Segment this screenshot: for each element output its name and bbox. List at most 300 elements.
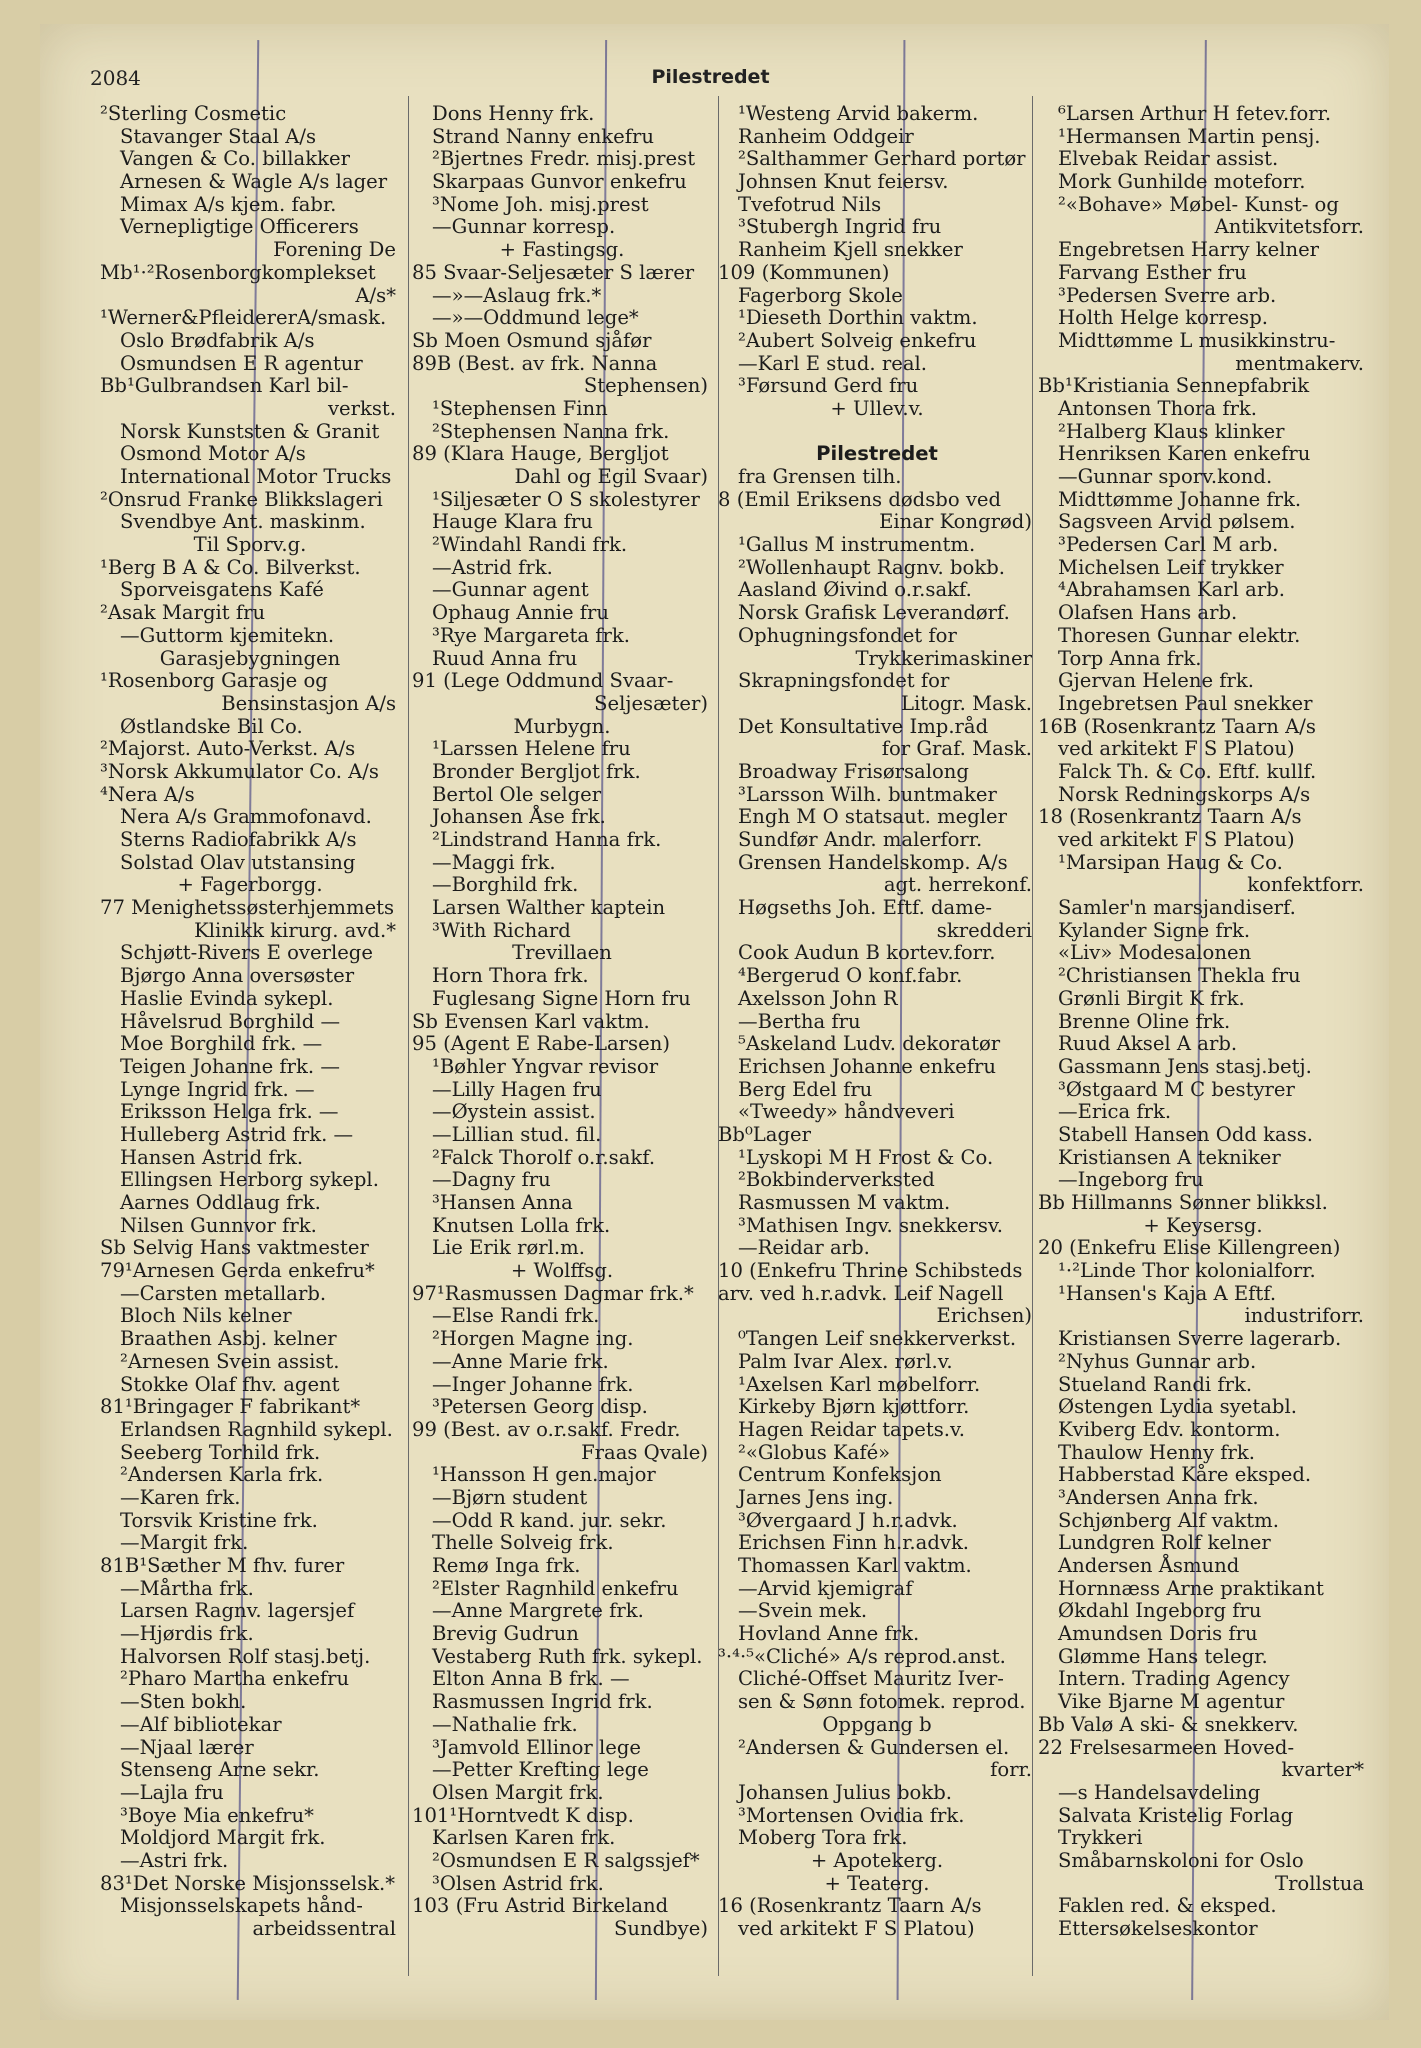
directory-entry: Trykkeri xyxy=(1058,1826,1143,1850)
directory-entry: —Svein mek. xyxy=(738,1599,868,1623)
directory-entry: —»—Aslaug frk.* xyxy=(432,283,602,307)
directory-entry: ³Øvergaard J h.r.advk. xyxy=(738,1508,958,1532)
directory-entry: Fraas Qvale) xyxy=(581,1440,708,1464)
directory-entry: ³Hansen Anna xyxy=(432,1191,573,1214)
directory-entry: ³Pedersen Sverre arb. xyxy=(1058,283,1277,307)
directory-entry: Larsen Walther kaptein xyxy=(432,896,666,920)
directory-entry: Rasmussen Ingrid frk. xyxy=(432,1690,653,1714)
directory-entry: Torp Anna frk. xyxy=(1058,646,1202,670)
directory-entry: Gjervan Helene frk. xyxy=(1058,669,1254,693)
directory-entry: ²Majorst. Auto-Verkst. A/s xyxy=(100,737,356,761)
directory-entry: ²Lindstrand Hanna frk. xyxy=(432,828,662,851)
directory-entry: Erichsen Johanne enkefru xyxy=(738,1054,996,1078)
directory-entry: ²Stephensen Nanna frk. xyxy=(432,419,670,443)
directory-entry: ¹Bøhler Yngvar revisor xyxy=(432,1054,659,1078)
directory-entry: ³Nome Joh. misj.prest xyxy=(432,192,649,216)
directory-entry: —Gunnar korresp. xyxy=(432,215,616,239)
directory-entry: ²Bjertnes Fredr. misj.prest xyxy=(432,147,696,171)
directory-entry: ²Bokbinderverksted xyxy=(738,1168,935,1192)
directory-entry: Andersen Åsmund xyxy=(1058,1554,1240,1577)
directory-entry: 97¹Rasmussen Dagmar frk.* xyxy=(412,1281,694,1305)
directory-entry: 18 (Rosenkrantz Taarn A/s xyxy=(1038,805,1302,829)
directory-entry: 89 (Klara Hauge, Bergljot xyxy=(412,442,669,466)
directory-entry: Eriksson Helga frk. — xyxy=(120,1100,339,1124)
directory-entry: forr. xyxy=(990,1758,1032,1782)
directory-entry: Braathen Asbj. kelner xyxy=(120,1327,337,1351)
directory-entry: —Karl E stud. real. xyxy=(738,351,927,375)
directory-entry: Remø Inga frk. xyxy=(432,1554,581,1577)
directory-entry: Sagsveen Arvid pølsem. xyxy=(1058,510,1296,534)
directory-entry: Stabell Hansen Odd kass. xyxy=(1058,1122,1314,1146)
directory-entry: Murbygn. xyxy=(513,714,611,738)
directory-entry xyxy=(718,421,1036,444)
directory-entry: Engh M O statsaut. megler xyxy=(738,805,1008,829)
directory-entry: Schjøtt-Rivers E overlege xyxy=(120,941,373,965)
directory-entry: A/s* xyxy=(355,283,396,307)
directory-entry: Horn Thora frk. xyxy=(432,964,589,988)
directory-entry: Hulleberg Astrid frk. — xyxy=(120,1122,354,1146)
directory-entry: —s Handelsavdeling xyxy=(1058,1780,1261,1804)
directory-entry: Lie Erik rørl.m. xyxy=(432,1236,585,1260)
directory-entry: Lundgren Rolf kelner xyxy=(1058,1531,1271,1555)
directory-entry: ²«Bohave» Møbel- Kunst- og xyxy=(1058,192,1339,216)
directory-entry: Cook Audun B kortev.forr. xyxy=(738,941,996,965)
directory-entry: 10 (Enkefru Thrine Schibsteds xyxy=(718,1259,1023,1283)
directory-entry: Torsvik Kristine frk. xyxy=(120,1508,318,1532)
directory-entry: Pilestredet xyxy=(816,442,938,466)
directory-entry: Kristiansen Sverre lagerarb. xyxy=(1058,1327,1342,1351)
directory-entry: Kylander Signe frk. xyxy=(1058,918,1251,942)
directory-entry: Salvata Kristelig Forlag xyxy=(1058,1803,1294,1827)
directory-entry: ¹Hansson H gen.major xyxy=(432,1463,656,1487)
directory-entry: Palm Ivar Alex. rørl.v. xyxy=(738,1349,953,1373)
directory-entry: Gassmann Jens stasj.betj. xyxy=(1058,1054,1312,1078)
directory-entry: Oslo Brødfabrik A/s xyxy=(120,328,315,352)
directory-entry: ⁴Abrahamsen Karl arb. xyxy=(1058,578,1285,602)
directory-entry: sen & Sønn fotomek. reprod. xyxy=(738,1690,1026,1714)
directory-entry: Glømme Hans telegr. xyxy=(1058,1644,1268,1668)
directory-entry: Aarnes Oddlaug frk. xyxy=(120,1191,321,1214)
directory-entry: Ettersøkelseskontor xyxy=(1058,1917,1258,1940)
directory-entry: Det Konsultative Imp.råd xyxy=(738,714,989,738)
directory-entry: Henriksen Karen enkefru xyxy=(1058,442,1311,466)
directory-entry: arv. ved h.r.advk. Leif Nagell xyxy=(718,1281,1004,1305)
directory-entry: ³Stubergh Ingrid fru xyxy=(738,215,942,239)
directory-entry: ³Førsund Gerd fru xyxy=(738,374,919,398)
column-4 xyxy=(1038,103,1368,1941)
column-2 xyxy=(412,103,712,1941)
directory-entry: Haslie Evinda sykepl. xyxy=(120,986,334,1010)
directory-entry: Bronder Bergljot frk. xyxy=(432,759,641,783)
directory-entry: —Bertha fru xyxy=(738,1009,861,1033)
directory-entry: Seljesæter) xyxy=(594,691,708,715)
directory-entry: Knutsen Lolla frk. xyxy=(432,1213,611,1237)
directory-entry: Sb Moen Osmund sjåfør xyxy=(412,328,652,352)
directory-entry: Sundfør Andr. malerforr. xyxy=(738,828,983,851)
directory-entry: —Lajla fru xyxy=(120,1780,224,1804)
directory-entry: —Anne Margrete frk. xyxy=(432,1599,644,1623)
directory-entry: 85 Svaar-Seljesæter S lærer xyxy=(412,260,695,284)
directory-entry: ²Christiansen Thekla fru xyxy=(1058,964,1301,988)
directory-entry: —Erica frk. xyxy=(1058,1100,1172,1124)
directory-entry: for Graf. Mask. xyxy=(881,737,1032,761)
directory-entry: Bb Valø A ski- & snekkerv. xyxy=(1038,1712,1299,1736)
directory-entry: 101¹Horntvedt K disp. xyxy=(412,1803,634,1827)
directory-entry: ²Wollenhaupt Ragnv. bokb. xyxy=(738,555,1006,579)
directory-entry: —Margit frk. xyxy=(120,1531,249,1555)
directory-entry: verkst. xyxy=(327,396,396,420)
column-3 xyxy=(718,103,1036,1941)
directory-entry: Bb¹Gulbrandsen Karl bil- xyxy=(100,374,349,398)
directory-entry: ³Pedersen Carl M arb. xyxy=(1058,533,1279,557)
directory-entry: 81¹Bringager F fabrikant* xyxy=(100,1395,361,1419)
directory-entry: —»—Oddmund lege* xyxy=(432,306,639,330)
directory-entry: ³Mortensen Ovidia frk. xyxy=(738,1803,965,1827)
directory-entry: Skrapningsfondet for xyxy=(738,669,950,693)
directory-entry: Fuglesang Signe Horn fru xyxy=(432,986,691,1010)
directory-entry: ³Boye Mia enkefru* xyxy=(120,1803,314,1827)
directory-entry: + Ullev.v. xyxy=(830,396,924,420)
directory-entry: ⁵Askeland Ludv. dekoratør xyxy=(738,1032,1001,1056)
directory-entry: Norsk Kunststen & Granit xyxy=(120,419,380,443)
directory-entry: ²Andersen Karla frk. xyxy=(120,1463,324,1487)
directory-entry: Thoresen Gunnar elektr. xyxy=(1058,623,1301,647)
directory-entry: + Teaterg. xyxy=(824,1871,930,1895)
directory-entry: ⁴Bergerud O konf.fabr. xyxy=(738,964,963,988)
page-header-title: Pilestredet xyxy=(651,66,770,88)
directory-entry: —Sten bokh. xyxy=(120,1690,247,1714)
directory-entry: ²Andersen & Gundersen el. xyxy=(738,1735,1010,1759)
directory-entry: + Fastingsg. xyxy=(499,238,625,262)
directory-entry: —Dagny fru xyxy=(432,1168,551,1192)
directory-entry: Strand Nanny enkefru xyxy=(432,124,655,148)
directory-entry: ¹Larssen Helene fru xyxy=(432,737,631,761)
directory-entry: Osmond Motor A/s xyxy=(120,442,306,466)
directory-entry: —Karen frk. xyxy=(120,1485,241,1509)
directory-entry: Erichsen) xyxy=(936,1304,1032,1328)
directory-entry: —Njaal lærer xyxy=(120,1735,254,1759)
directory-entry: ²Pharo Martha enkefru xyxy=(120,1667,350,1691)
directory-entry: Karlsen Karen frk. xyxy=(432,1826,616,1850)
directory-entry: —Nathalie frk. xyxy=(432,1712,578,1736)
directory-entry: Vernepligtige Officerers xyxy=(120,215,359,239)
directory-columns xyxy=(100,103,1410,1983)
directory-entry: «Tweedy» håndveveri xyxy=(738,1100,955,1124)
directory-entry: 81B¹Sæther M fhv. furer xyxy=(100,1554,345,1577)
directory-entry: —Gunnar agent xyxy=(432,578,589,602)
directory-entry: Hagen Reidar tapets.v. xyxy=(738,1417,966,1441)
directory-entry: —Ingeborg fru xyxy=(1058,1168,1204,1192)
directory-entry: Midttømme L musikkinstru- xyxy=(1058,328,1336,352)
directory-entry: Sb Selvig Hans vaktmester xyxy=(100,1236,369,1260)
directory-entry: ¹Rosenborg Garasje og xyxy=(100,669,328,693)
directory-entry: Seeberg Torhild frk. xyxy=(120,1440,321,1464)
directory-entry: ¹Axelsen Karl møbelforr. xyxy=(738,1372,981,1396)
directory-entry: Mimax A/s kjem. fabr. xyxy=(120,192,337,216)
directory-entry: 8 (Emil Eriksens dødsbo ved xyxy=(718,487,1002,511)
directory-entry: —Borghild frk. xyxy=(432,873,579,897)
directory-entry: Farvang Esther fru xyxy=(1058,260,1247,284)
directory-entry: Bloch Nils kelner xyxy=(120,1304,292,1328)
directory-entry: ²Onsrud Franke Blikkslageri xyxy=(100,487,383,511)
directory-entry: ³Andersen Anna frk. xyxy=(1058,1485,1259,1509)
directory-entry: Intern. Trading Agency xyxy=(1058,1667,1290,1691)
directory-entry: ³Petersen Georg disp. xyxy=(432,1395,648,1419)
directory-entry: ved arkitekt F S Platou) xyxy=(738,1917,975,1940)
directory-entry: Schjønberg Alf vaktm. xyxy=(1058,1508,1279,1532)
directory-entry: ⁰Tangen Leif snekkerverkst. xyxy=(738,1327,1017,1351)
directory-entry: Mb¹·²Rosenborgkomplekset xyxy=(100,260,376,284)
directory-entry: ³·⁴·⁵«Cliché» A/s reprod.anst. xyxy=(718,1644,1006,1668)
directory-entry: 91 (Lege Oddmund Svaar- xyxy=(412,669,674,693)
directory-entry: 16 (Rosenkrantz Taarn A/s xyxy=(718,1894,982,1918)
directory-entry: Trevillaen xyxy=(512,941,612,965)
directory-entry: —Inger Johanne frk. xyxy=(432,1372,634,1396)
directory-entry: Elvebak Reidar assist. xyxy=(1058,147,1279,171)
directory-entry: Litogr. Mask. xyxy=(900,691,1032,715)
directory-entry: —Odd R kand. jur. sekr. xyxy=(432,1508,667,1532)
directory-entry: Bb⁰Lager xyxy=(718,1122,811,1146)
directory-entry: Svendbye Ant. maskinm. xyxy=(120,510,366,534)
directory-entry: Østlandske Bil Co. xyxy=(120,714,303,738)
directory-entry: Stavanger Staal A/s xyxy=(120,124,317,148)
directory-entry: Ingebretsen Paul snekker xyxy=(1058,691,1313,715)
directory-entry: ²«Globus Kafé» xyxy=(738,1440,891,1464)
directory-entry: Hornnæss Arne praktikant xyxy=(1058,1576,1324,1600)
column-1 xyxy=(100,103,400,1941)
directory-entry: —Mårtha frk. xyxy=(120,1576,254,1600)
directory-entry: Stueland Randi frk. xyxy=(1058,1372,1253,1396)
directory-entry: Bertol Ole selger xyxy=(432,782,602,806)
directory-entry: ³Jamvold Ellinor lege xyxy=(432,1735,641,1759)
directory-entry: mentmakerv. xyxy=(1235,351,1364,375)
directory-entry: Bensinstasjon A/s xyxy=(221,691,396,715)
directory-entry: Thelle Solveig frk. xyxy=(432,1531,614,1555)
directory-entry: —Gunnar sporv.kond. xyxy=(1058,465,1273,488)
directory-entry: —Øystein assist. xyxy=(432,1100,596,1124)
directory-entry: Ruud Anna fru xyxy=(432,646,578,670)
directory-entry: Moldjord Margit frk. xyxy=(120,1826,326,1850)
directory-entry: —Else Randi frk. xyxy=(432,1304,600,1328)
directory-entry: Kristiansen A tekniker xyxy=(1058,1145,1281,1169)
directory-entry: Johnsen Knut feiersv. xyxy=(738,170,949,194)
directory-entry: Klinikk kirurg. avd.* xyxy=(194,918,396,942)
directory-entry: Høgseths Joh. Eftf. dame- xyxy=(738,896,993,920)
directory-entry: skredderi xyxy=(936,918,1032,942)
directory-entry: Hauge Klara fru xyxy=(432,510,593,534)
directory-entry: ²Asak Margit fru xyxy=(100,601,266,625)
directory-entry: Mork Gunhilde moteforr. xyxy=(1058,170,1306,194)
directory-entry: Småbarnskoloni for Oslo xyxy=(1058,1848,1304,1872)
directory-entry: —Anne Marie frk. xyxy=(432,1349,609,1373)
directory-entry: Lynge Ingrid frk. — xyxy=(120,1077,315,1101)
directory-entry: 83¹Det Norske Misjonsselsk.* xyxy=(100,1871,396,1895)
directory-entry: ¹Westeng Arvid bakerm. xyxy=(738,102,979,125)
directory-entry: Johansen Åse frk. xyxy=(432,805,606,829)
directory-entry: Johansen Julius bokb. xyxy=(738,1780,952,1804)
directory-entry: Trollstua xyxy=(1275,1871,1364,1895)
directory-entry: ¹·²Linde Thor kolonialforr. xyxy=(1058,1259,1316,1283)
directory-entry: Økdahl Ingeborg fru xyxy=(1058,1599,1262,1623)
directory-entry: ³With Richard xyxy=(432,918,571,942)
directory-entry: Dons Henny frk. xyxy=(432,102,595,125)
directory-entry: ¹Dieseth Dorthin vaktm. xyxy=(738,306,978,330)
directory-entry: ¹Marsipan Haug & Co. xyxy=(1058,850,1283,874)
directory-entry: —Astrid frk. xyxy=(432,555,553,579)
directory-entry: Brevig Gudrun xyxy=(432,1622,579,1646)
directory-entry: Halvorsen Rolf stasj.betj. xyxy=(120,1644,371,1668)
directory-entry: ²Aubert Solveig enkefru xyxy=(738,328,977,352)
directory-entry: Forening De xyxy=(273,238,396,262)
directory-entry: —Arvid kjemigraf xyxy=(738,1576,913,1600)
directory-entry: —Maggi frk. xyxy=(432,850,556,874)
directory-entry: Samler'n marsjandiserf. xyxy=(1058,896,1296,920)
directory-entry: ³Norsk Akkumulator Co. A/s xyxy=(100,759,379,783)
directory-entry: Bb Hillmanns Sønner blikksl. xyxy=(1038,1191,1328,1214)
directory-entry: —Reidar arb. xyxy=(738,1236,870,1260)
directory-entry: ¹Siljesæter O S skolestyrer xyxy=(432,487,700,511)
directory-entry: ¹Stephensen Finn xyxy=(432,396,608,420)
directory-entry: Antonsen Thora frk. xyxy=(1058,396,1258,420)
directory-entry: Vestaberg Ruth frk. sykepl. xyxy=(432,1644,703,1668)
directory-entry: Erlandsen Ragnhild sykepl. xyxy=(120,1417,393,1441)
directory-entry: ¹Berg B A & Co. Bilverkst. xyxy=(100,555,361,579)
directory-entry: Engebretsen Harry kelner xyxy=(1058,238,1320,262)
directory-entry: ²Halberg Klaus klinker xyxy=(1058,419,1285,443)
directory-entry: industriforr. xyxy=(1244,1304,1364,1328)
directory-entry: ¹Lyskopi M H Frost & Co. xyxy=(738,1145,994,1169)
directory-entry: Grensen Handelskomp. A/s xyxy=(738,850,1008,874)
directory-entry: 109 (Kommunen) xyxy=(718,260,890,284)
directory-entry: ²Windahl Randi frk. xyxy=(432,533,628,557)
directory-entry: Aasland Øivind o.r.sakf. xyxy=(738,578,972,602)
directory-entry: 103 (Fru Astrid Birkeland xyxy=(412,1894,669,1918)
directory-entry: agt. herrekonf. xyxy=(883,873,1032,897)
directory-entry: ³Østgaard M C bestyrer xyxy=(1058,1077,1295,1101)
directory-entry: Thomassen Karl vaktm. xyxy=(738,1554,972,1577)
directory-entry: ³Mathisen Ingv. snekkersv. xyxy=(738,1213,1003,1237)
directory-entry: 89B (Best. av frk. Nanna xyxy=(412,351,658,375)
directory-entry: Sterns Radiofabrikk A/s xyxy=(120,828,357,851)
directory-entry: Misjonsselskapets hånd- xyxy=(120,1894,363,1918)
directory-entry: —Hjørdis frk. xyxy=(120,1622,254,1646)
directory-entry: ³Olsen Astrid frk. xyxy=(432,1871,604,1895)
directory-entry: + Fagerborgg. xyxy=(177,873,323,897)
directory-entry: Erichsen Finn h.r.advk. xyxy=(738,1531,970,1555)
directory-entry: + Apotekerg. xyxy=(810,1848,944,1872)
directory-entry: —Lilly Hagen fru xyxy=(432,1077,602,1101)
directory-entry: Sb Evensen Karl vaktm. xyxy=(412,1009,650,1033)
directory-entry: Stokke Olaf fhv. agent xyxy=(120,1372,340,1396)
directory-entry: Stephensen) xyxy=(583,374,708,398)
directory-entry: ved arkitekt F S Platou) xyxy=(1058,828,1295,851)
directory-entry: Olafsen Hans arb. xyxy=(1058,601,1238,625)
directory-entry: 20 (Enkefru Elise Killengreen) xyxy=(1038,1236,1341,1260)
directory-entry: ²Salthammer Gerhard portør xyxy=(738,147,1026,171)
directory-entry: Falck Th. & Co. Eftf. kullf. xyxy=(1058,759,1317,783)
directory-entry: kvarter* xyxy=(1281,1758,1364,1782)
directory-entry: Solstad Olav utstansing xyxy=(120,850,356,874)
directory-entry: Til Sporv.g. xyxy=(193,533,307,557)
directory-entry: Hovland Anne frk. xyxy=(738,1622,920,1646)
directory-entry: International Motor Trucks xyxy=(120,465,392,488)
page-number: 2084 xyxy=(90,66,141,90)
directory-entry: Axelsson John R xyxy=(738,986,898,1010)
directory-entry: Ophugningsfondet for xyxy=(738,623,957,647)
directory-entry: Sporveisgatens Kafé xyxy=(120,578,324,602)
directory-entry: —Carsten metallarb. xyxy=(120,1281,327,1305)
directory-entry: Faklen red. & eksped. xyxy=(1058,1894,1277,1918)
directory-entry: —Lillian stud. fil. xyxy=(432,1122,602,1146)
directory-entry: —Astri frk. xyxy=(120,1848,229,1872)
directory-entry: Østengen Lydia syetabl. xyxy=(1058,1395,1297,1419)
directory-entry: Oppgang b xyxy=(822,1712,932,1736)
directory-entry: Michelsen Leif trykker xyxy=(1058,555,1284,579)
directory-entry: ²Arnesen Svein assist. xyxy=(120,1349,340,1373)
directory-entry: 79¹Arnesen Gerda enkefru* xyxy=(100,1259,375,1283)
directory-entry: ⁴Nera A/s xyxy=(100,782,195,806)
directory-entry: ²Osmundsen E R salgssjef* xyxy=(432,1848,700,1872)
directory-entry: Berg Edel fru xyxy=(738,1077,873,1101)
directory-entry: Ranheim Kjell snekker xyxy=(738,238,963,262)
directory-entry: Einar Kongrød) xyxy=(879,510,1032,534)
directory-entry: 99 (Best. av o.r.sakf. Fredr. xyxy=(412,1417,681,1441)
directory-entry: Sundbye) xyxy=(613,1917,708,1940)
directory-entry: + Keysersg. xyxy=(1143,1213,1263,1237)
directory-entry: Centrum Konfeksjon xyxy=(738,1463,942,1487)
directory-entry: «Liv» Modesalonen xyxy=(1058,941,1252,965)
directory-entry: Skarpaas Gunvor enkefru xyxy=(432,170,687,194)
directory-entry: —Petter Krefting lege xyxy=(432,1758,649,1782)
directory-entry: Olsen Margit frk. xyxy=(432,1780,604,1804)
directory-entry: Norsk Redningskorps A/s xyxy=(1058,782,1311,806)
directory-entry: ³Rye Margareta frk. xyxy=(432,623,630,647)
directory-entry: Elton Anna B frk. — xyxy=(432,1667,630,1691)
directory-entry: 95 (Agent E Rabe-Larsen) xyxy=(412,1032,670,1056)
directory-entry: Nera A/s Grammofonavd. xyxy=(120,805,372,829)
directory-entry: Broadway Frisørsalong xyxy=(738,759,969,783)
directory-entry: Rasmussen M vaktm. xyxy=(738,1191,951,1214)
directory-entry: Vangen & Co. billakker xyxy=(120,147,350,171)
directory-entry: Kirkeby Bjørn kjøttforr. xyxy=(738,1395,970,1419)
directory-entry: arbeidssentral xyxy=(252,1917,396,1940)
directory-entry: ²Horgen Magne ing. xyxy=(432,1327,634,1351)
directory-entry: Cliché-Offset Mauritz Iver- xyxy=(738,1667,1004,1691)
directory-entry: Ophaug Annie fru xyxy=(432,601,610,625)
directory-entry: 77 Menighetssøsterhjemmets xyxy=(100,896,395,920)
directory-entry: —Bjørn student xyxy=(432,1485,588,1509)
directory-entry: Thaulow Henny frk. xyxy=(1058,1440,1255,1464)
directory-entry: Holth Helge korresp. xyxy=(1058,306,1269,330)
directory-entry: ²Sterling Cosmetic xyxy=(100,102,287,125)
directory-entry: Vike Bjarne M agentur xyxy=(1058,1690,1285,1714)
directory-entry: Arnesen & Wagle A/s lager xyxy=(120,170,388,194)
directory-entry: Hansen Astrid frk. xyxy=(120,1145,304,1169)
directory-entry: Trykkerimaskiner xyxy=(855,646,1032,670)
directory-entry: Stenseng Arne sekr. xyxy=(120,1758,320,1782)
directory-entry: ¹Werner&PfleidererA/smask. xyxy=(100,306,387,330)
directory-entry: fra Grensen tilh. xyxy=(738,465,902,488)
directory-entry: Nilsen Gunnvor frk. xyxy=(120,1213,317,1237)
directory-entry: Midttømme Johanne frk. xyxy=(1058,487,1302,511)
directory-entry: Ranheim Oddgeir xyxy=(738,124,914,148)
directory-entry: Kviberg Edv. kontorm. xyxy=(1058,1417,1281,1441)
directory-entry: Norsk Grafisk Leverandørf. xyxy=(738,601,1010,625)
directory-entry: ²Nyhus Gunnar arb. xyxy=(1058,1349,1257,1373)
directory-entry: Moe Borghild frk. — xyxy=(120,1032,323,1056)
directory-entry: Bjørgo Anna oversøster xyxy=(120,964,355,988)
directory-entry: ¹Hermansen Martin pensj. xyxy=(1058,124,1321,148)
